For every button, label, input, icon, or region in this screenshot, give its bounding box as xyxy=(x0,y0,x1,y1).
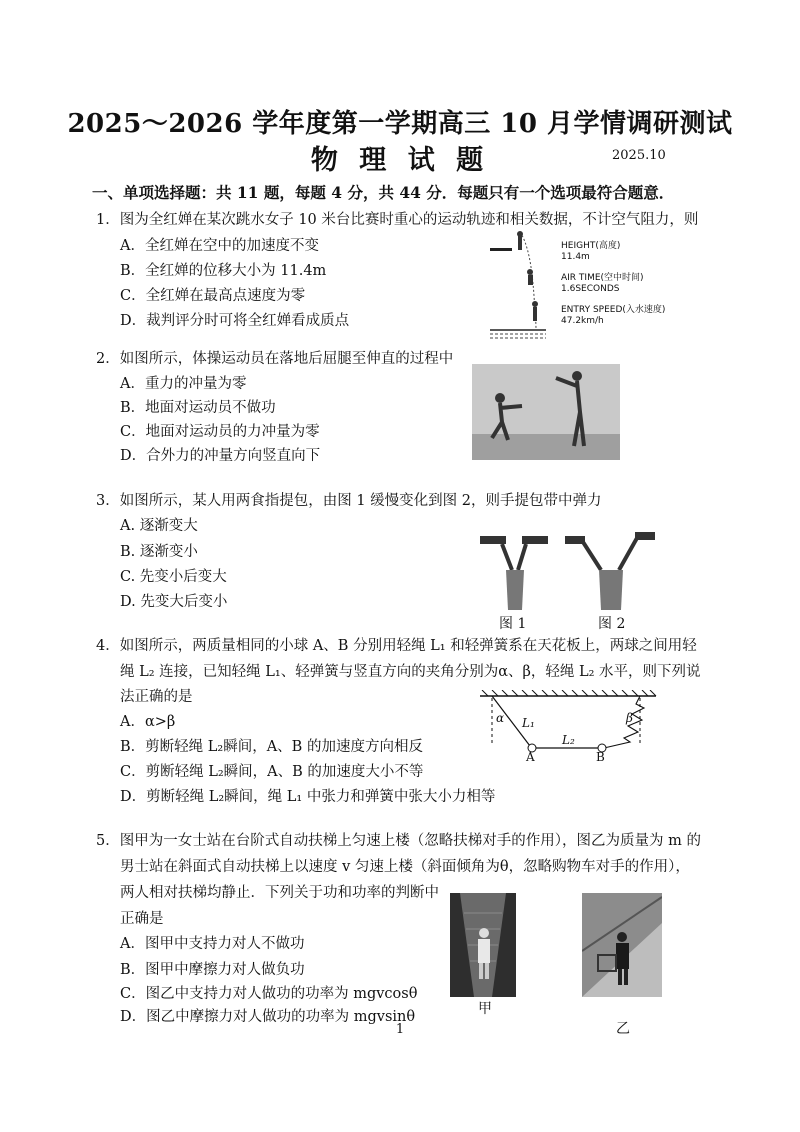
q1-height-value: 11.4m xyxy=(561,252,590,262)
q4-option-b: B．剪断轻绳 L₂瞬间，A、B 的加速度方向相反 xyxy=(120,739,423,755)
q4-stem-line-1: 4．如图所示，两质量相同的小球 A、B 分别用轻绳 L₁ 和轻弹簧系在天花板上，两球之间用轻 xyxy=(96,638,697,654)
q3-figure-1 xyxy=(480,530,550,610)
exam-date: 2025.10 xyxy=(612,148,666,163)
q5-photo-yi xyxy=(582,893,662,997)
q3-caption-2: 图 2 xyxy=(598,616,626,632)
q5-option-c: C．图乙中支持力对人做功的功率为 mgvcosθ xyxy=(120,986,418,1002)
q5-option-b: B．图甲中摩擦力对人做负功 xyxy=(120,962,305,978)
q4-rope-spring-diagram xyxy=(478,690,658,770)
q3-figure-2 xyxy=(565,526,657,610)
q2-stem: 2．如图所示，体操运动员在落地后屈腿至伸直的过程中 xyxy=(96,351,454,367)
q4-stem-line-3: 法正确的是 xyxy=(120,689,193,705)
q4-l1-label: L₁ xyxy=(522,716,535,730)
q1-height-label: HEIGHT(高度) xyxy=(561,241,621,251)
q1-option-c: C．全红婵在最高点速度为零 xyxy=(120,288,306,304)
q1-stem: 1．图为全红婵在某次跳水女子 10 米台比赛时重心的运动轨迹和相关数据，不计空气阻力，则 xyxy=(96,212,699,228)
q1-option-a: A．全红婵在空中的加速度不变 xyxy=(120,238,319,254)
q4-ball-b-label: B xyxy=(596,750,605,764)
q1-air-label: AIR TIME(空中时间) xyxy=(561,273,644,283)
q4-stem-line-2: 绳 L₂ 连接，已知轻绳 L₁、轻弹簧与竖直方向的夹角分别为α、β，轻绳 L₂ 水平，则下列说 xyxy=(120,664,701,680)
q5-stem-line-4: 正确是 xyxy=(120,911,164,927)
page-number: 1 xyxy=(395,1022,405,1037)
q4-beta-label: β xyxy=(626,711,633,725)
q4-option-c: C．剪断轻绳 L₂瞬间，A、B 的加速度大小不等 xyxy=(120,764,424,780)
q1-option-d: D．裁判评分时可将全红婵看成质点 xyxy=(120,313,350,329)
q4-l2-label: L₂ xyxy=(562,733,575,747)
q3-option-c: C. 先变小后变大 xyxy=(120,569,227,585)
subject-title: 物 理 试 题 xyxy=(310,145,490,176)
q4-option-d: D．剪断轻绳 L₂瞬间，绳 L₁ 中张力和弹簧中张大小力相等 xyxy=(120,789,496,805)
q1-diving-figure xyxy=(488,226,548,342)
q5-caption-yi: 乙 xyxy=(616,1021,630,1037)
section-heading: 一、单项选择题：共 11 题，每题 4 分，共 44 分．每题只有一个选项最符合题意． xyxy=(92,183,675,202)
q3-option-a: A. 逐渐变大 xyxy=(120,518,198,534)
q1-entry-value: 47.2km/h xyxy=(561,316,604,326)
q1-entry-label: ENTRY SPEED(入水速度) xyxy=(561,305,666,315)
q5-stem-line-2: 男士站在斜面式自动扶梯上以速度 v 匀速上楼（斜面倾角为θ，忽略购物车对手的作用）， xyxy=(120,859,690,875)
q2-option-d: D．合外力的冲量方向竖直向下 xyxy=(120,448,321,464)
q2-option-b: B．地面对运动员不做功 xyxy=(120,400,276,416)
q5-option-d: D．图乙中摩擦力对人做功的功率为 mgvsinθ xyxy=(120,1009,416,1025)
q5-option-a: A．图甲中支持力对人不做功 xyxy=(120,936,305,952)
q5-stem-line-3: 两人相对扶梯均静止．下列关于功和功率的判断中 xyxy=(120,885,439,901)
q4-alpha-label: α xyxy=(496,711,505,725)
q2-option-a: A．重力的冲量为零 xyxy=(120,376,247,392)
q2-gymnast-photo xyxy=(472,364,620,460)
q1-option-b: B．全红婵的位移大小为 11.4m xyxy=(120,263,327,279)
q4-ball-a-label: A xyxy=(526,750,535,764)
q4-option-a: A．α>β xyxy=(120,714,176,730)
q5-photo-jia xyxy=(450,893,516,997)
exam-title: 2025～2026 学年度第一学期高三 10 月学情调研测试 xyxy=(67,109,733,139)
q3-stem: 3．如图所示，某人用两食指提包，由图 1 缓慢变化到图 2，则手提包带中弹力 xyxy=(96,493,602,509)
q2-option-c: C．地面对运动员的力冲量为零 xyxy=(120,424,320,440)
q3-caption-1: 图 1 xyxy=(499,616,527,632)
q3-option-b: B. 逐渐变小 xyxy=(120,544,198,560)
q1-air-value: 1.6SECONDS xyxy=(561,284,620,294)
q5-stem-line-1: 5．图甲为一女士站在台阶式自动扶梯上匀速上楼（忽略扶梯对手的作用），图乙为质量为 m 的 xyxy=(96,833,701,849)
q5-caption-jia: 甲 xyxy=(478,1001,492,1017)
q3-option-d: D. 先变大后变小 xyxy=(120,594,228,610)
